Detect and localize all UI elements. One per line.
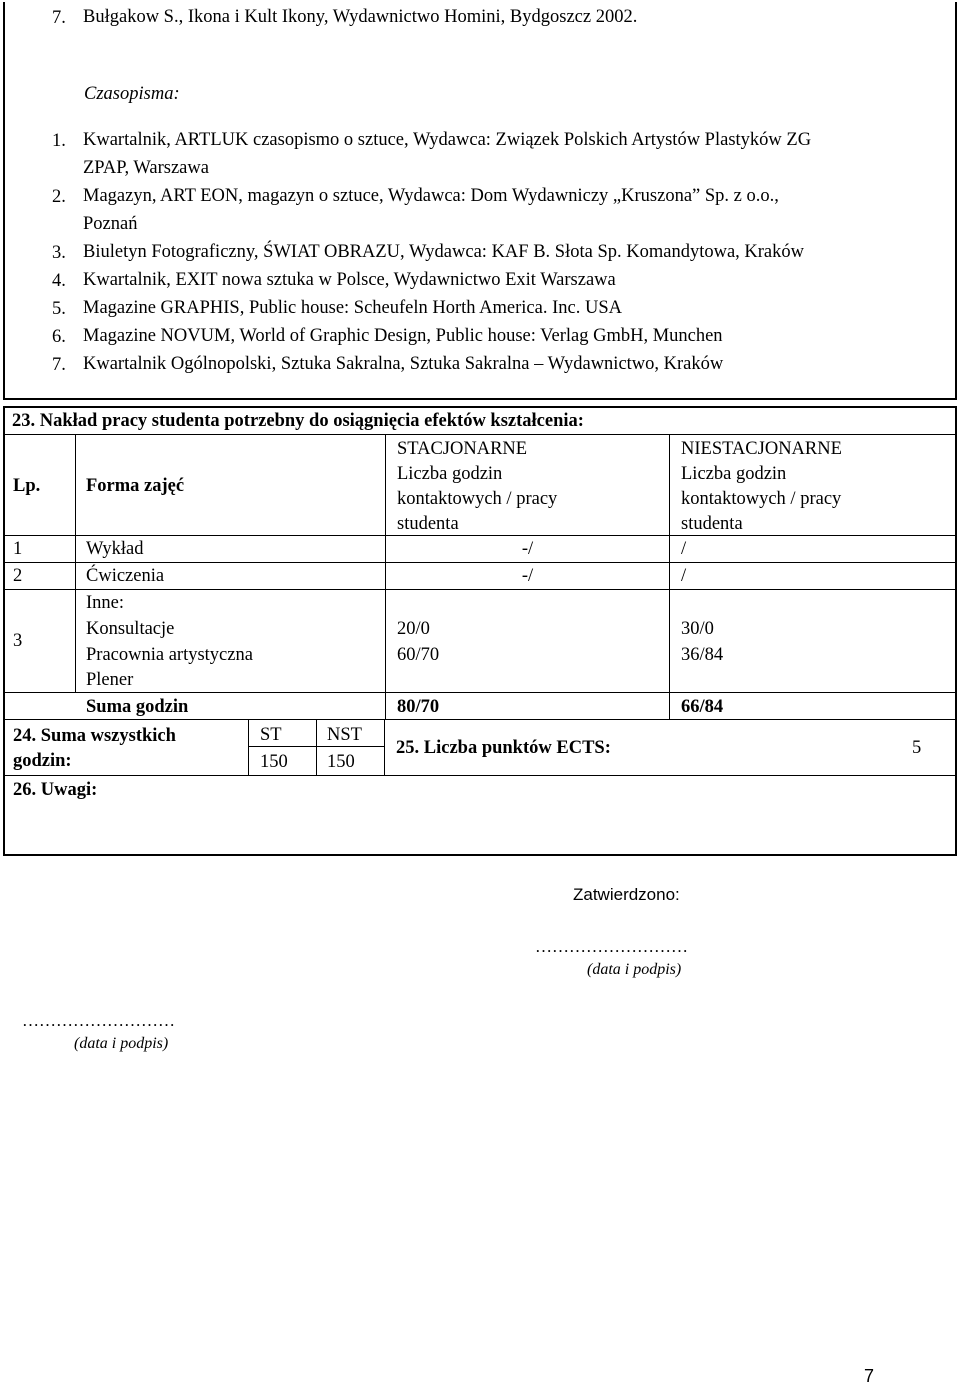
rule <box>75 434 76 692</box>
list-item-number: 3. <box>52 243 66 263</box>
stac-header-sub: studenta <box>397 514 459 534</box>
approved-label: Zatwierdzono: <box>573 885 680 904</box>
niestac-header-sub: kontaktowych / pracy <box>681 489 842 509</box>
rule <box>5 775 955 776</box>
sum-label: Suma godzin <box>86 697 189 717</box>
list-item: Biuletyn Fotograficzny, ŚWIAT OBRAZU, Wydawca: KAF B. Słota Sp. Komandytowa, Kraków <box>83 242 804 262</box>
sum-niestac: 66/84 <box>681 697 724 717</box>
row-form: Konsultacje <box>86 619 175 639</box>
list-item: Magazine GRAPHIS, Public house: Scheufeln Horth America. Inc. USA <box>83 298 622 318</box>
list-item: Magazine NOVUM, World of Graphic Design, Public house: Verlag GmbH, Munchen <box>83 326 723 346</box>
stac-header-sub: kontaktowych / pracy <box>397 489 558 509</box>
row-form: Pracownia artystyczna <box>86 645 253 665</box>
list-item-continuation: Poznań <box>83 214 138 234</box>
row-stac: 60/70 <box>397 645 440 665</box>
sum-stac: 80/70 <box>397 697 440 717</box>
row-form: Wykład <box>86 539 144 559</box>
rule <box>669 434 670 719</box>
rule <box>5 692 955 693</box>
list-item: Kwartalnik Ogólnopolski, Sztuka Sakralna, Sztuka Sakralna – Wydawnictwo, Kraków <box>83 354 724 374</box>
page-number: 7 <box>864 1366 875 1386</box>
signature-dots-left: ……………………… <box>22 1011 175 1030</box>
top-item-number: 7. <box>52 8 66 28</box>
list-item-number: 7. <box>52 355 66 375</box>
rule <box>384 719 385 775</box>
row-stac: -/ <box>521 566 534 586</box>
col-lp-header: Lp. <box>13 476 41 496</box>
rule <box>248 719 249 775</box>
row-lp: 1 <box>13 539 23 559</box>
list-item: Kwartalnik, EXIT nowa sztuka w Polsce, Wydawnictwo Exit Warszawa <box>83 270 616 290</box>
nst-value: 150 <box>327 752 355 772</box>
row-niestac: / <box>681 566 687 586</box>
row-lp: 2 <box>13 566 23 586</box>
row-form: Inne: <box>86 593 125 613</box>
list-item-number: 2. <box>52 187 66 207</box>
row-niestac: / <box>681 539 687 559</box>
top-item-text: Bułgakow S., Ikona i Kult Ikony, Wydawnictwo Homini, Bydgoszcz 2002. <box>83 7 638 27</box>
nst-header: NST <box>327 725 362 745</box>
total-hours-label: godzin: <box>13 751 72 771</box>
stac-header-sub: Liczba godzin <box>397 464 503 484</box>
row-niestac: 30/0 <box>681 619 714 639</box>
list-item-number: 1. <box>52 131 66 151</box>
list-item: Kwartalnik, ARTLUK czasopismo o sztuce, Wydawca: Związek Polskich Artystów Plastyków ZG <box>83 130 812 150</box>
niestac-header-sub: Liczba godzin <box>681 464 787 484</box>
ects-label: 25. Liczba punktów ECTS: <box>396 738 611 758</box>
st-value: 150 <box>260 752 288 772</box>
row-stac: 20/0 <box>397 619 430 639</box>
signature-caption-left: (data i podpis) <box>74 1035 169 1052</box>
row-stac: -/ <box>521 539 534 559</box>
rule <box>5 562 955 563</box>
total-hours-label: 24. Suma wszystkich <box>13 726 176 746</box>
st-header: ST <box>260 725 282 745</box>
list-item-continuation: ZPAP, Warszawa <box>83 158 209 178</box>
list-item: Magazyn, ART EON, magazyn o sztuce, Wydawca: Dom Wydawniczy „Kruszona” Sp. z o.o., <box>83 186 779 206</box>
row-niestac: 36/84 <box>681 645 724 665</box>
rule <box>5 719 955 720</box>
niestac-header-title: NIESTACJONARNE <box>681 439 842 459</box>
signature-caption-right: (data i podpis) <box>587 961 682 978</box>
col-form-header: Forma zajęć <box>86 476 185 496</box>
rule <box>5 589 955 590</box>
workload-section-title: 23. Nakład pracy studenta potrzebny do osiągnięcia efektów kształcenia: <box>12 411 584 431</box>
row-form: Ćwiczenia <box>86 566 165 586</box>
list-item-number: 6. <box>52 327 66 347</box>
rule <box>316 719 317 775</box>
signature-dots-right: ……………………… <box>535 937 688 956</box>
rule <box>5 434 955 435</box>
remarks-label: 26. Uwagi: <box>13 780 98 800</box>
niestac-header-sub: studenta <box>681 514 743 534</box>
list-item-number: 4. <box>52 271 66 291</box>
periodicals-heading: Czasopisma: <box>84 84 180 104</box>
list-item-number: 5. <box>52 299 66 319</box>
row-lp: 3 <box>13 631 23 651</box>
ects-value: 5 <box>912 738 922 758</box>
stac-header-title: STACJONARNE <box>397 439 528 459</box>
rule <box>5 535 955 536</box>
row-form: Plener <box>86 670 134 690</box>
